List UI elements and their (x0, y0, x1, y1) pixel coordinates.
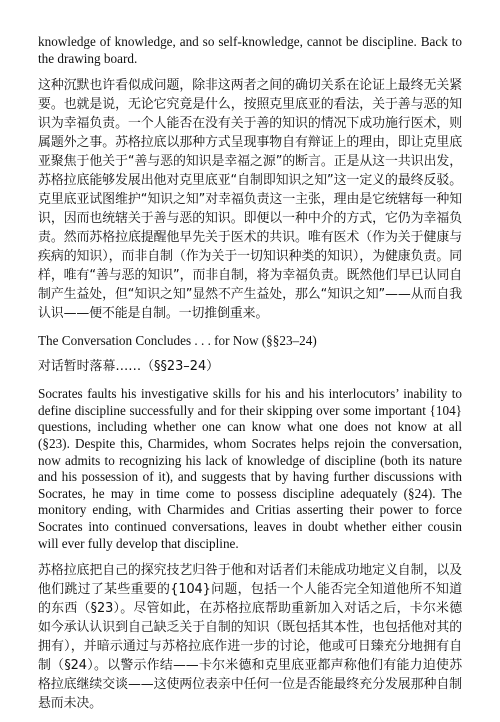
section-heading-zh: 对话暂时落幕……（§§23–24） (38, 359, 220, 375)
document-page (38, 34, 462, 722)
paragraph-zh-2: 苏格拉底把自己的探究技艺归咎于他和对话者们未能成功地定义自制，以及他们跳过了某些重要的{104}问题，包括一个人能否完全知道他所不知道的东西（§23）。尽管如此，在苏格拉底帮助重新加入对话之后，卡尔米德如今承认认识到自己缺乏关于自制的知识（既包括其本性，也包括他对其的拥有），并暗示通过与苏格拉底作进一步的讨论，他或可日臻充分地拥有自制（§24）。以警示作结——卡尔米德和克里底亚都声称他们有能力迫使苏格拉底继续交谈——这使两位表亲中任何一位是否能最终充分发展那种自制悬而未决。 (38, 563, 462, 712)
paragraph-en-2: Socrates faults his investigative skills for his and his interlocutors’ inability to define discipline successfully and for their skipping over some important {104} questions, including whether one can know what one does not know at all (§23). Despite this, Charmides, whom Socrates helps rejoin the conversation, now admits to recognizing his lack of knowledge of discipline (both its nature and his possession of it), and suggests that by having further discussions with Socrates, he may in time come to possess discipline adequately (§24). The monitory ending, with Charmides and Critias asserting their power to force Socrates into continued conversations, leaves in doubt whether either cousin will ever fully develop that discipline. (38, 386, 462, 551)
paragraph-en-1: knowledge of knowledge, and so self-knowledge, cannot be discipline. Back to the drawing board. (38, 34, 462, 66)
paragraph-zh-1: 这种沉默也许看似成问题，除非这两者之间的确切关系在论证上最终无关紧要。也就是说，无论它究竟是什么，按照克里底亚的看法，关于善与恶的知识为幸福负责。一个人能否在没有关于善的知识的情况下成功施行医术，则属题外之事。苏格拉底以那种方式呈现事物自有辩证上的理由，即让克里底亚聚焦于他关于“善与恶的知识是幸福之源”的断言。正是从这一共识出发，苏格拉底能够发展出他对克里底亚“自制即知识之知”这一定义的最终反驳。克里底亚试图维护“知识之知”对幸福负责这一主张，理由是它统辖每一种知识，因而也统辖关于善与恶的知识。即便以一种中介的方式，它仍为幸福负责。然而苏格拉底提醒他早先关于医术的共识。唯有医术（作为关于健康与疾病的知识），而非自制（作为关于一切知识种类的知识），为健康负责。同样，唯有“善与恶的知识”，而非自制，将为幸福负责。既然他们早已认同自制产生益处，但“知识之知”显然不产生益处，那么“知识之知”——从而自我认识——便不能是自制。一切推倒重来。 (38, 78, 462, 322)
section-heading-en: The Conversation Concludes . . . for Now (§§23–24) (38, 333, 317, 349)
